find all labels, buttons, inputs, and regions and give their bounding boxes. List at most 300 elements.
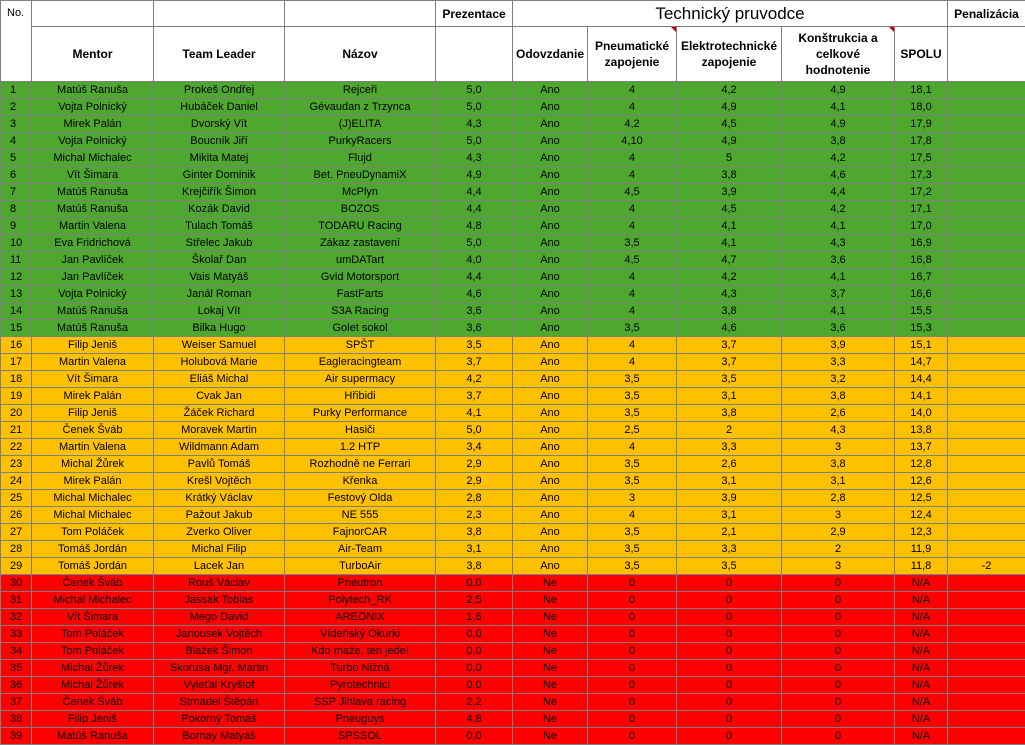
cell-elektrotechnicke[interactable]: 3,8 <box>677 303 782 320</box>
cell-prezentace[interactable]: 0,0 <box>436 677 513 694</box>
cell-penalizacia[interactable] <box>948 184 1025 201</box>
cell-elektrotechnicke[interactable]: 0 <box>677 694 782 711</box>
cell-odovzdanie[interactable]: Ano <box>513 320 588 337</box>
cell-no[interactable]: 28 <box>1 541 32 558</box>
cell-elektrotechnicke[interactable]: 3,9 <box>677 490 782 507</box>
header-blank-1[interactable] <box>32 1 154 27</box>
cell-no[interactable]: 25 <box>1 490 32 507</box>
cell-team-name[interactable]: Pneuguys <box>285 711 436 728</box>
cell-elektrotechnicke[interactable]: 4,1 <box>677 218 782 235</box>
cell-mentor[interactable]: Matúš Ranuša <box>32 201 154 218</box>
cell-spolu[interactable]: 18,1 <box>895 82 948 99</box>
cell-pneumaticke[interactable]: 3,5 <box>588 541 677 558</box>
header-prezentace[interactable]: Prezentace <box>436 1 513 27</box>
cell-penalizacia[interactable] <box>948 286 1025 303</box>
cell-pneumaticke[interactable]: 3,5 <box>588 388 677 405</box>
cell-prezentace[interactable]: 5,0 <box>436 133 513 150</box>
cell-konstrukcia[interactable]: 3,2 <box>782 371 895 388</box>
cell-mentor[interactable]: Jan Pavlíček <box>32 252 154 269</box>
cell-penalizacia[interactable] <box>948 439 1025 456</box>
cell-team-name[interactable]: Flujd <box>285 150 436 167</box>
cell-spolu[interactable]: 17,1 <box>895 201 948 218</box>
cell-prezentace[interactable]: 2,2 <box>436 694 513 711</box>
cell-team-leader[interactable]: Bornay Matyáš <box>154 728 285 745</box>
cell-penalizacia[interactable] <box>948 728 1025 745</box>
cell-spolu[interactable]: 16,9 <box>895 235 948 252</box>
cell-elektrotechnicke[interactable]: 0 <box>677 728 782 745</box>
cell-konstrukcia[interactable]: 3,9 <box>782 337 895 354</box>
cell-konstrukcia[interactable]: 4,9 <box>782 82 895 99</box>
cell-pneumaticke[interactable]: 3,5 <box>588 371 677 388</box>
cell-no[interactable]: 33 <box>1 626 32 643</box>
cell-spolu[interactable]: 17,2 <box>895 184 948 201</box>
cell-penalizacia[interactable] <box>948 490 1025 507</box>
cell-team-leader[interactable]: Blažek Šimon <box>154 643 285 660</box>
cell-team-leader[interactable]: Lokaj Vít <box>154 303 285 320</box>
cell-odovzdanie[interactable]: Ne <box>513 694 588 711</box>
cell-no[interactable]: 34 <box>1 643 32 660</box>
cell-elektrotechnicke[interactable]: 4,5 <box>677 201 782 218</box>
cell-penalizacia[interactable] <box>948 201 1025 218</box>
cell-penalizacia[interactable] <box>948 677 1025 694</box>
cell-prezentace[interactable]: 4,0 <box>436 252 513 269</box>
cell-team-leader[interactable]: Mikita Matej <box>154 150 285 167</box>
cell-penalizacia[interactable] <box>948 626 1025 643</box>
cell-team-name[interactable]: Eagleracingteam <box>285 354 436 371</box>
cell-penalizacia[interactable] <box>948 235 1025 252</box>
cell-team-leader[interactable]: Pokorný Tomáš <box>154 711 285 728</box>
cell-no[interactable]: 24 <box>1 473 32 490</box>
cell-konstrukcia[interactable]: 4,4 <box>782 184 895 201</box>
cell-team-leader[interactable]: Školař Dan <box>154 252 285 269</box>
cell-elektrotechnicke[interactable]: 0 <box>677 660 782 677</box>
cell-team-name[interactable]: SPSSOL <box>285 728 436 745</box>
cell-team-leader[interactable]: Kozák David <box>154 201 285 218</box>
cell-team-name[interactable]: Hasiči <box>285 422 436 439</box>
cell-mentor[interactable]: Vít Šimara <box>32 609 154 626</box>
cell-no[interactable]: 15 <box>1 320 32 337</box>
cell-team-leader[interactable]: Ginter Dominik <box>154 167 285 184</box>
cell-konstrukcia[interactable]: 4,6 <box>782 167 895 184</box>
cell-konstrukcia[interactable]: 3,1 <box>782 473 895 490</box>
cell-spolu[interactable]: N/A <box>895 728 948 745</box>
cell-no[interactable]: 27 <box>1 524 32 541</box>
cell-no[interactable]: 4 <box>1 133 32 150</box>
cell-spolu[interactable]: 13,8 <box>895 422 948 439</box>
cell-prezentace[interactable]: 0,0 <box>436 643 513 660</box>
cell-no[interactable]: 30 <box>1 575 32 592</box>
cell-mentor[interactable]: Čenek Šváb <box>32 694 154 711</box>
cell-elektrotechnicke[interactable]: 0 <box>677 711 782 728</box>
cell-mentor[interactable]: Matúš Ranuša <box>32 303 154 320</box>
cell-konstrukcia[interactable]: 4,9 <box>782 116 895 133</box>
cell-mentor[interactable]: Vít Šimara <box>32 167 154 184</box>
cell-odovzdanie[interactable]: Ano <box>513 524 588 541</box>
header-no[interactable]: No. <box>1 1 32 82</box>
cell-spolu[interactable]: N/A <box>895 694 948 711</box>
cell-pneumaticke[interactable]: 4,5 <box>588 252 677 269</box>
cell-team-name[interactable]: AREONIX <box>285 609 436 626</box>
cell-konstrukcia[interactable]: 2,9 <box>782 524 895 541</box>
cell-spolu[interactable]: N/A <box>895 711 948 728</box>
cell-mentor[interactable]: Vojta Polnický <box>32 99 154 116</box>
cell-pneumaticke[interactable]: 0 <box>588 660 677 677</box>
cell-no[interactable]: 32 <box>1 609 32 626</box>
cell-penalizacia[interactable] <box>948 82 1025 99</box>
cell-spolu[interactable]: 15,5 <box>895 303 948 320</box>
cell-elektrotechnicke[interactable]: 3,1 <box>677 473 782 490</box>
cell-prezentace[interactable]: 4,3 <box>436 150 513 167</box>
cell-mentor[interactable]: Filip Jeniš <box>32 405 154 422</box>
cell-konstrukcia[interactable]: 0 <box>782 660 895 677</box>
cell-mentor[interactable]: Michal Michalec <box>32 592 154 609</box>
cell-spolu[interactable]: 14,0 <box>895 405 948 422</box>
cell-elektrotechnicke[interactable]: 0 <box>677 626 782 643</box>
cell-elektrotechnicke[interactable]: 3,8 <box>677 167 782 184</box>
cell-team-name[interactable]: S3A Racing <box>285 303 436 320</box>
cell-konstrukcia[interactable]: 4,2 <box>782 150 895 167</box>
cell-team-name[interactable]: Air supermacy <box>285 371 436 388</box>
cell-odovzdanie[interactable]: Ano <box>513 473 588 490</box>
cell-team-name[interactable]: Hřibidi <box>285 388 436 405</box>
cell-prezentace[interactable]: 3,6 <box>436 303 513 320</box>
cell-elektrotechnicke[interactable]: 4,6 <box>677 320 782 337</box>
cell-prezentace[interactable]: 4,4 <box>436 184 513 201</box>
cell-pneumaticke[interactable]: 0 <box>588 677 677 694</box>
cell-team-leader[interactable]: Janál Roman <box>154 286 285 303</box>
cell-team-leader[interactable]: Krešl Vojtěch <box>154 473 285 490</box>
cell-elektrotechnicke[interactable]: 3,8 <box>677 405 782 422</box>
cell-konstrukcia[interactable]: 4,2 <box>782 201 895 218</box>
cell-team-name[interactable]: umDATart <box>285 252 436 269</box>
cell-team-leader[interactable]: Prokeš Ondřej <box>154 82 285 99</box>
cell-team-leader[interactable]: Pavlů Tomáš <box>154 456 285 473</box>
cell-team-name[interactable]: SSP Jihlava racing <box>285 694 436 711</box>
cell-penalizacia[interactable] <box>948 303 1025 320</box>
cell-odovzdanie[interactable]: Ano <box>513 422 588 439</box>
cell-elektrotechnicke[interactable]: 4,9 <box>677 133 782 150</box>
cell-team-name[interactable]: Gévaudan z Trzynca <box>285 99 436 116</box>
cell-elektrotechnicke[interactable]: 3,5 <box>677 558 782 575</box>
cell-spolu[interactable]: 13,7 <box>895 439 948 456</box>
cell-team-leader[interactable]: Dvorský Vít <box>154 116 285 133</box>
cell-mentor[interactable]: Mirek Palán <box>32 116 154 133</box>
cell-elektrotechnicke[interactable]: 0 <box>677 592 782 609</box>
cell-spolu[interactable]: 12,3 <box>895 524 948 541</box>
cell-mentor[interactable]: Filip Jeniš <box>32 337 154 354</box>
cell-konstrukcia[interactable]: 0 <box>782 711 895 728</box>
cell-mentor[interactable]: Čenek Šváb <box>32 422 154 439</box>
header-penalizacia[interactable]: Penalizácia <box>948 1 1025 27</box>
cell-penalizacia[interactable] <box>948 405 1025 422</box>
cell-pneumaticke[interactable]: 3,5 <box>588 320 677 337</box>
cell-spolu[interactable]: 14,4 <box>895 371 948 388</box>
cell-spolu[interactable]: 17,0 <box>895 218 948 235</box>
cell-prezentace[interactable]: 0,0 <box>436 728 513 745</box>
cell-elektrotechnicke[interactable]: 3,1 <box>677 507 782 524</box>
cell-team-leader[interactable]: Wildmann Adam <box>154 439 285 456</box>
cell-odovzdanie[interactable]: Ano <box>513 99 588 116</box>
cell-odovzdanie[interactable]: Ano <box>513 286 588 303</box>
cell-odovzdanie[interactable]: Ano <box>513 184 588 201</box>
cell-odovzdanie[interactable]: Ano <box>513 439 588 456</box>
cell-pneumaticke[interactable]: 4 <box>588 82 677 99</box>
cell-odovzdanie[interactable]: Ne <box>513 711 588 728</box>
cell-odovzdanie[interactable]: Ne <box>513 592 588 609</box>
cell-prezentace[interactable]: 3,1 <box>436 541 513 558</box>
header-technicky-pruvodce[interactable]: Technický pruvodce <box>513 1 948 27</box>
cell-team-name[interactable]: Vídeňský Okurki <box>285 626 436 643</box>
cell-pneumaticke[interactable]: 4 <box>588 354 677 371</box>
cell-penalizacia[interactable] <box>948 320 1025 337</box>
cell-spolu[interactable]: 14,1 <box>895 388 948 405</box>
cell-konstrukcia[interactable]: 4,1 <box>782 269 895 286</box>
cell-mentor[interactable]: Matúš Ranuša <box>32 184 154 201</box>
cell-prezentace[interactable]: 2,3 <box>436 507 513 524</box>
cell-pneumaticke[interactable]: 4 <box>588 269 677 286</box>
cell-mentor[interactable]: Tom Poláček <box>32 524 154 541</box>
cell-penalizacia[interactable] <box>948 150 1025 167</box>
cell-spolu[interactable]: 16,8 <box>895 252 948 269</box>
cell-odovzdanie[interactable]: Ano <box>513 201 588 218</box>
cell-prezentace[interactable]: 5,0 <box>436 82 513 99</box>
header-team-leader[interactable]: Team Leader <box>154 27 285 82</box>
cell-pneumaticke[interactable]: 4 <box>588 303 677 320</box>
cell-prezentace[interactable]: 3,7 <box>436 388 513 405</box>
cell-odovzdanie[interactable]: Ano <box>513 405 588 422</box>
cell-pneumaticke[interactable]: 3,5 <box>588 524 677 541</box>
cell-pneumaticke[interactable]: 4 <box>588 99 677 116</box>
cell-pneumaticke[interactable]: 0 <box>588 609 677 626</box>
cell-mentor[interactable]: Michal Michalec <box>32 150 154 167</box>
cell-prezentace[interactable]: 5,0 <box>436 235 513 252</box>
cell-odovzdanie[interactable]: Ano <box>513 252 588 269</box>
cell-team-leader[interactable]: Tulach Tomáš <box>154 218 285 235</box>
cell-penalizacia[interactable] <box>948 422 1025 439</box>
cell-pneumaticke[interactable]: 3,5 <box>588 558 677 575</box>
cell-penalizacia[interactable] <box>948 575 1025 592</box>
cell-prezentace[interactable]: 4,1 <box>436 405 513 422</box>
cell-spolu[interactable]: 12,4 <box>895 507 948 524</box>
cell-odovzdanie[interactable]: Ano <box>513 133 588 150</box>
cell-team-leader[interactable]: Vais Matyáš <box>154 269 285 286</box>
header-nazov[interactable]: Názov <box>285 27 436 82</box>
cell-no[interactable]: 38 <box>1 711 32 728</box>
cell-elektrotechnicke[interactable]: 2,1 <box>677 524 782 541</box>
header-mentor[interactable]: Mentor <box>32 27 154 82</box>
cell-pneumaticke[interactable]: 3,5 <box>588 405 677 422</box>
cell-no[interactable]: 26 <box>1 507 32 524</box>
cell-odovzdanie[interactable]: Ne <box>513 575 588 592</box>
cell-team-leader[interactable]: Krejčiřík Šimon <box>154 184 285 201</box>
cell-mentor[interactable]: Mirek Palán <box>32 473 154 490</box>
cell-penalizacia[interactable] <box>948 252 1025 269</box>
cell-odovzdanie[interactable]: Ne <box>513 643 588 660</box>
cell-odovzdanie[interactable]: Ano <box>513 371 588 388</box>
cell-pneumaticke[interactable]: 4 <box>588 218 677 235</box>
cell-mentor[interactable]: Michal Michalec <box>32 490 154 507</box>
cell-team-leader[interactable]: Střelec Jakub <box>154 235 285 252</box>
cell-odovzdanie[interactable]: Ano <box>513 82 588 99</box>
cell-prezentace[interactable]: 4,2 <box>436 371 513 388</box>
cell-team-name[interactable]: 1.2 HTP <box>285 439 436 456</box>
cell-no[interactable]: 37 <box>1 694 32 711</box>
cell-team-name[interactable]: Polytech_RK <box>285 592 436 609</box>
cell-team-leader[interactable]: Moravek Martin <box>154 422 285 439</box>
cell-konstrukcia[interactable]: 0 <box>782 728 895 745</box>
cell-odovzdanie[interactable]: Ano <box>513 116 588 133</box>
cell-team-name[interactable]: Air-Team <box>285 541 436 558</box>
cell-no[interactable]: 35 <box>1 660 32 677</box>
cell-no[interactable]: 7 <box>1 184 32 201</box>
cell-prezentace[interactable]: 3,5 <box>436 337 513 354</box>
cell-pneumaticke[interactable]: 4,10 <box>588 133 677 150</box>
cell-pneumaticke[interactable]: 2,5 <box>588 422 677 439</box>
cell-odovzdanie[interactable]: Ne <box>513 728 588 745</box>
cell-elektrotechnicke[interactable]: 3,5 <box>677 371 782 388</box>
cell-penalizacia[interactable] <box>948 541 1025 558</box>
cell-team-leader[interactable]: Michal Filip <box>154 541 285 558</box>
cell-konstrukcia[interactable]: 3,8 <box>782 388 895 405</box>
cell-konstrukcia[interactable]: 0 <box>782 677 895 694</box>
cell-spolu[interactable]: 12,6 <box>895 473 948 490</box>
cell-odovzdanie[interactable]: Ano <box>513 218 588 235</box>
cell-konstrukcia[interactable]: 4,3 <box>782 235 895 252</box>
cell-prezentace[interactable]: 0,0 <box>436 575 513 592</box>
cell-pneumaticke[interactable]: 4 <box>588 337 677 354</box>
cell-spolu[interactable]: 15,1 <box>895 337 948 354</box>
cell-penalizacia[interactable] <box>948 660 1025 677</box>
header-spolu[interactable]: SPOLU <box>895 27 948 82</box>
cell-elektrotechnicke[interactable]: 0 <box>677 677 782 694</box>
cell-mentor[interactable]: Vojta Polnický <box>32 133 154 150</box>
cell-team-name[interactable]: Rozhodně ne Ferrari <box>285 456 436 473</box>
cell-mentor[interactable]: Martin Valena <box>32 354 154 371</box>
cell-team-name[interactable]: TurboAir <box>285 558 436 575</box>
cell-konstrukcia[interactable]: 0 <box>782 592 895 609</box>
cell-spolu[interactable]: N/A <box>895 575 948 592</box>
cell-elektrotechnicke[interactable]: 3,7 <box>677 354 782 371</box>
cell-elektrotechnicke[interactable]: 4,2 <box>677 269 782 286</box>
cell-no[interactable]: 1 <box>1 82 32 99</box>
cell-team-leader[interactable]: Boucník Jiří <box>154 133 285 150</box>
cell-team-leader[interactable]: Strnadel Štěpán <box>154 694 285 711</box>
cell-konstrukcia[interactable]: 4,3 <box>782 422 895 439</box>
cell-team-leader[interactable]: Lacek Jan <box>154 558 285 575</box>
cell-odovzdanie[interactable]: Ne <box>513 660 588 677</box>
cell-elektrotechnicke[interactable]: 3,7 <box>677 337 782 354</box>
cell-mentor[interactable]: Tomáš Jordán <box>32 558 154 575</box>
cell-mentor[interactable]: Tom Poláček <box>32 626 154 643</box>
cell-spolu[interactable]: 16,7 <box>895 269 948 286</box>
cell-mentor[interactable]: Filip Jeniš <box>32 711 154 728</box>
cell-penalizacia[interactable]: -2 <box>948 558 1025 575</box>
cell-penalizacia[interactable] <box>948 473 1025 490</box>
cell-elektrotechnicke[interactable]: 0 <box>677 643 782 660</box>
cell-prezentace[interactable]: 3,4 <box>436 439 513 456</box>
cell-no[interactable]: 36 <box>1 677 32 694</box>
cell-no[interactable]: 23 <box>1 456 32 473</box>
cell-mentor[interactable]: Tom Poláček <box>32 643 154 660</box>
cell-konstrukcia[interactable]: 3,6 <box>782 252 895 269</box>
cell-konstrukcia[interactable]: 4,1 <box>782 303 895 320</box>
cell-mentor[interactable]: Matúš Ranuša <box>32 82 154 99</box>
cell-team-name[interactable]: Bet. PneuDynamiX <box>285 167 436 184</box>
cell-team-leader[interactable]: Jassak Tobias <box>154 592 285 609</box>
cell-no[interactable]: 14 <box>1 303 32 320</box>
header-prezentace-sub[interactable] <box>436 27 513 82</box>
cell-no[interactable]: 12 <box>1 269 32 286</box>
cell-odovzdanie[interactable]: Ne <box>513 609 588 626</box>
cell-mentor[interactable]: Vít Šimara <box>32 371 154 388</box>
cell-pneumaticke[interactable]: 3 <box>588 490 677 507</box>
cell-mentor[interactable]: Mirek Palán <box>32 388 154 405</box>
cell-no[interactable]: 10 <box>1 235 32 252</box>
cell-team-name[interactable]: PurkyRacers <box>285 133 436 150</box>
cell-team-leader[interactable]: Mego David <box>154 609 285 626</box>
cell-spolu[interactable]: 14,7 <box>895 354 948 371</box>
cell-penalizacia[interactable] <box>948 592 1025 609</box>
cell-pneumaticke[interactable]: 4,2 <box>588 116 677 133</box>
cell-konstrukcia[interactable]: 3 <box>782 507 895 524</box>
cell-spolu[interactable]: 12,5 <box>895 490 948 507</box>
cell-prezentace[interactable]: 3,7 <box>436 354 513 371</box>
cell-team-name[interactable]: Rejceři <box>285 82 436 99</box>
cell-elektrotechnicke[interactable]: 4,7 <box>677 252 782 269</box>
cell-konstrukcia[interactable]: 3 <box>782 558 895 575</box>
cell-team-leader[interactable]: Pažout Jakub <box>154 507 285 524</box>
cell-no[interactable]: 29 <box>1 558 32 575</box>
cell-odovzdanie[interactable]: Ano <box>513 388 588 405</box>
cell-prezentace[interactable]: 4,4 <box>436 201 513 218</box>
header-odovzdanie[interactable]: Odovzdanie <box>513 27 588 82</box>
cell-konstrukcia[interactable]: 4,1 <box>782 99 895 116</box>
cell-mentor[interactable]: Čenek Šváb <box>32 575 154 592</box>
cell-pneumaticke[interactable]: 4,5 <box>588 184 677 201</box>
cell-penalizacia[interactable] <box>948 167 1025 184</box>
cell-team-name[interactable]: McPlyn <box>285 184 436 201</box>
cell-mentor[interactable]: Martin Valena <box>32 439 154 456</box>
cell-odovzdanie[interactable]: Ano <box>513 269 588 286</box>
cell-elektrotechnicke[interactable]: 0 <box>677 609 782 626</box>
cell-prezentace[interactable]: 5,0 <box>436 422 513 439</box>
cell-team-leader[interactable]: Rouš Václav <box>154 575 285 592</box>
cell-no[interactable]: 8 <box>1 201 32 218</box>
cell-pneumaticke[interactable]: 4 <box>588 167 677 184</box>
cell-pneumaticke[interactable]: 0 <box>588 575 677 592</box>
cell-penalizacia[interactable] <box>948 133 1025 150</box>
cell-elektrotechnicke[interactable]: 4,2 <box>677 82 782 99</box>
cell-mentor[interactable]: Michal Žůrek <box>32 660 154 677</box>
cell-konstrukcia[interactable]: 3,3 <box>782 354 895 371</box>
cell-no[interactable]: 22 <box>1 439 32 456</box>
cell-elektrotechnicke[interactable]: 2 <box>677 422 782 439</box>
cell-team-leader[interactable]: Janousek Vojtěch <box>154 626 285 643</box>
cell-konstrukcia[interactable]: 2,8 <box>782 490 895 507</box>
cell-team-leader[interactable]: Hubáček Daniel <box>154 99 285 116</box>
cell-mentor[interactable]: Michal Žůrek <box>32 677 154 694</box>
cell-no[interactable]: 3 <box>1 116 32 133</box>
cell-konstrukcia[interactable]: 2 <box>782 541 895 558</box>
cell-team-name[interactable]: FajnorCAR <box>285 524 436 541</box>
cell-pneumaticke[interactable]: 4 <box>588 286 677 303</box>
cell-team-name[interactable]: Golet sokol <box>285 320 436 337</box>
cell-odovzdanie[interactable]: Ano <box>513 235 588 252</box>
cell-konstrukcia[interactable]: 3 <box>782 439 895 456</box>
cell-pneumaticke[interactable]: 0 <box>588 626 677 643</box>
cell-team-name[interactable]: NE 555 <box>285 507 436 524</box>
cell-penalizacia[interactable] <box>948 116 1025 133</box>
